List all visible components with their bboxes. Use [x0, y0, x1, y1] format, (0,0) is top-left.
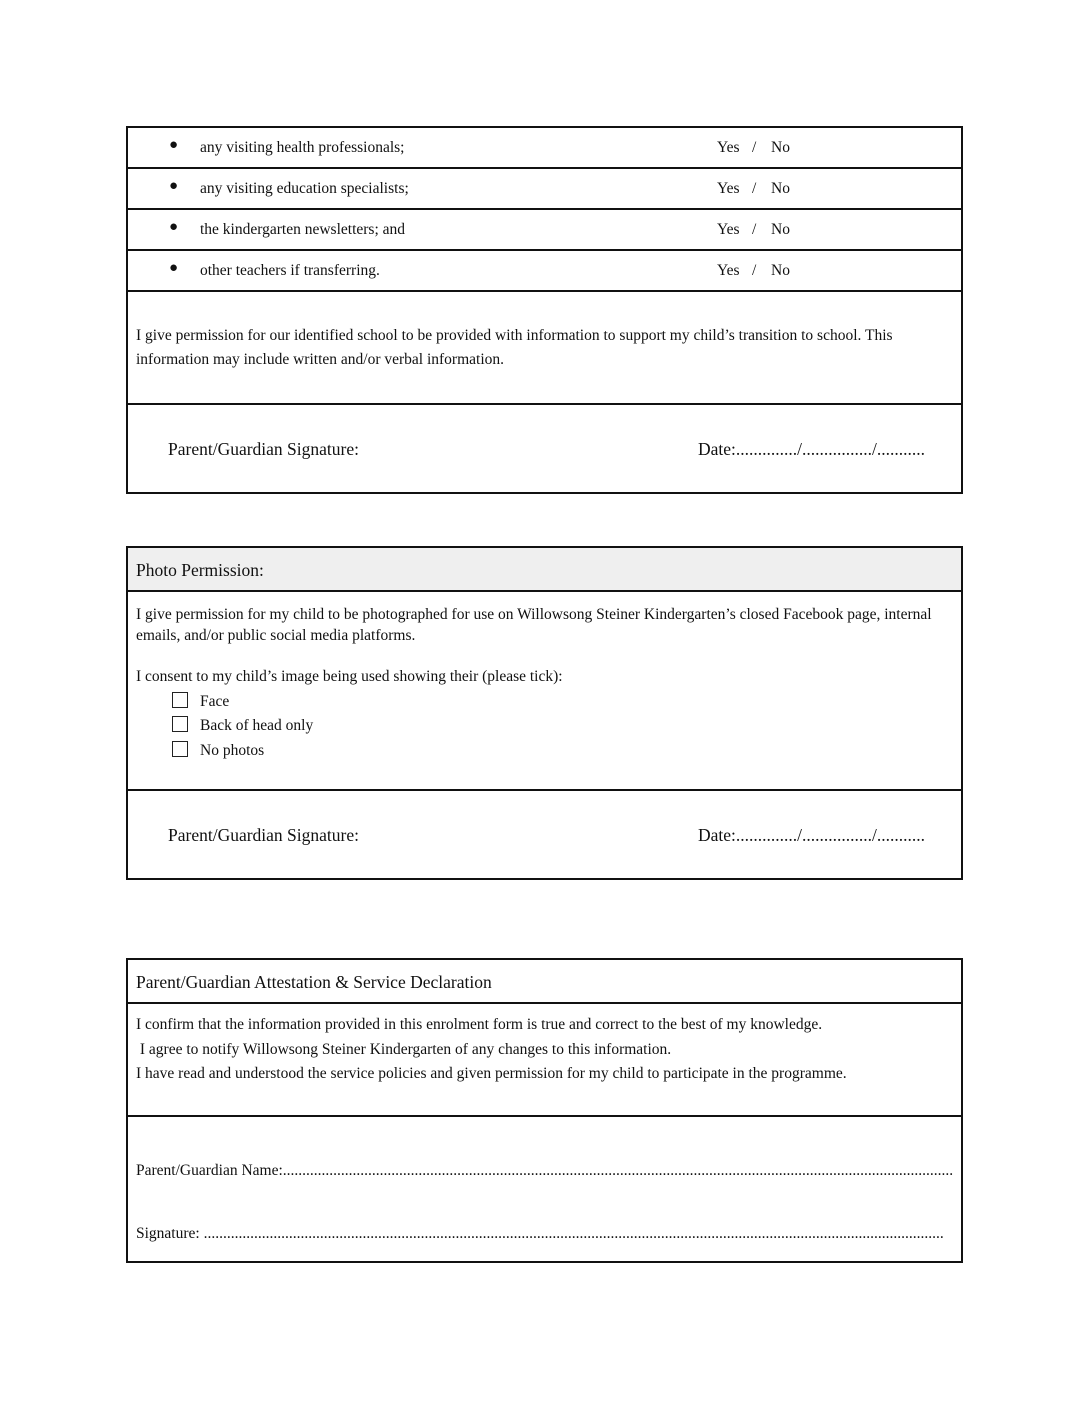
date-field[interactable]: Date:............../................/...........: [698, 439, 925, 459]
consent-text: I consent to my child’s image being used showing their (please tick):: [136, 668, 563, 685]
yes-option[interactable]: Yes: [717, 221, 740, 238]
signature-row: [128, 791, 961, 878]
transition-permission-row: [128, 292, 961, 405]
checkbox-icon[interactable]: [172, 741, 188, 757]
checkbox-label: Back of head only: [200, 717, 314, 734]
yes-option[interactable]: Yes: [717, 180, 740, 197]
no-option[interactable]: No: [771, 180, 790, 197]
section-header: [128, 548, 961, 592]
option-row: [128, 210, 961, 251]
declaration-line: I agree to notify Willowsong Steiner Kindergarten of any changes to this information.: [136, 1041, 672, 1058]
yes-option[interactable]: Yes: [717, 139, 740, 156]
photo-permission-body: [128, 592, 961, 791]
transition-permission-text: I give permission for our identified school to be provided with information to support my child’s transition to school. This information may include written and/or verbal information.: [136, 327, 893, 368]
option-row: [128, 169, 961, 210]
checkbox-icon[interactable]: [172, 692, 188, 708]
guardian-name-field[interactable]: Parent/Guardian Name:.............................................................................................................................................................................: [136, 1162, 954, 1179]
bullet-icon: ●: [169, 219, 179, 235]
option-label: any visiting education specialists;: [200, 180, 409, 197]
section-header: [128, 960, 961, 1004]
declaration-body: [128, 1004, 961, 1117]
checkbox-label: Face: [200, 693, 230, 710]
no-option[interactable]: No: [771, 221, 790, 238]
option-separator: /: [752, 262, 757, 279]
yes-option[interactable]: Yes: [717, 262, 740, 279]
signature-field[interactable]: Parent/Guardian Signature:: [168, 439, 359, 459]
attestation-section: [126, 958, 963, 1263]
photo-permission-text: I give permission for my child to be photographed for use on Willowsong Steiner Kindergarten’s closed Facebook page, internal emails, and/or public social media platforms.: [136, 606, 932, 644]
declaration-line: I confirm that the information provided in this enrolment form is true and correct to the best of my knowledge.: [136, 1016, 823, 1033]
media-release-section: [126, 126, 963, 494]
checkbox-no-photos[interactable]: [172, 741, 264, 760]
photo-permission-section: [126, 546, 963, 880]
signature-field[interactable]: Parent/Guardian Signature:: [168, 825, 359, 845]
checkbox-face[interactable]: [172, 692, 229, 711]
checkbox-label: No photos: [200, 742, 265, 759]
date-field[interactable]: Date:............../................/...........: [698, 825, 925, 845]
option-separator: /: [752, 221, 757, 238]
option-separator: /: [752, 180, 757, 197]
signature-row: [128, 405, 961, 493]
no-option[interactable]: No: [771, 262, 790, 279]
no-option[interactable]: No: [771, 139, 790, 156]
option-label: the kindergarten newsletters; and: [200, 221, 406, 238]
bullet-icon: ●: [169, 137, 179, 153]
option-separator: /: [752, 139, 757, 156]
checkbox-icon[interactable]: [172, 716, 188, 732]
checkbox-back-of-head[interactable]: [172, 716, 313, 735]
section-title: Photo Permission:: [136, 560, 264, 580]
signature-field[interactable]: Signature: ...............................................................................................................................................................................................: [136, 1225, 944, 1242]
section-title: Parent/Guardian Attestation & Service Declaration: [136, 972, 492, 992]
signature-block: [128, 1117, 961, 1261]
bullet-icon: ●: [169, 260, 179, 276]
option-label: any visiting health professionals;: [200, 139, 405, 156]
option-row: [128, 128, 961, 169]
declaration-line: I have read and understood the service policies and given permission for my child to participate in the programme.: [136, 1065, 847, 1082]
bullet-icon: ●: [169, 178, 179, 194]
option-label: other teachers if transferring.: [200, 262, 380, 279]
option-row: [128, 251, 961, 292]
